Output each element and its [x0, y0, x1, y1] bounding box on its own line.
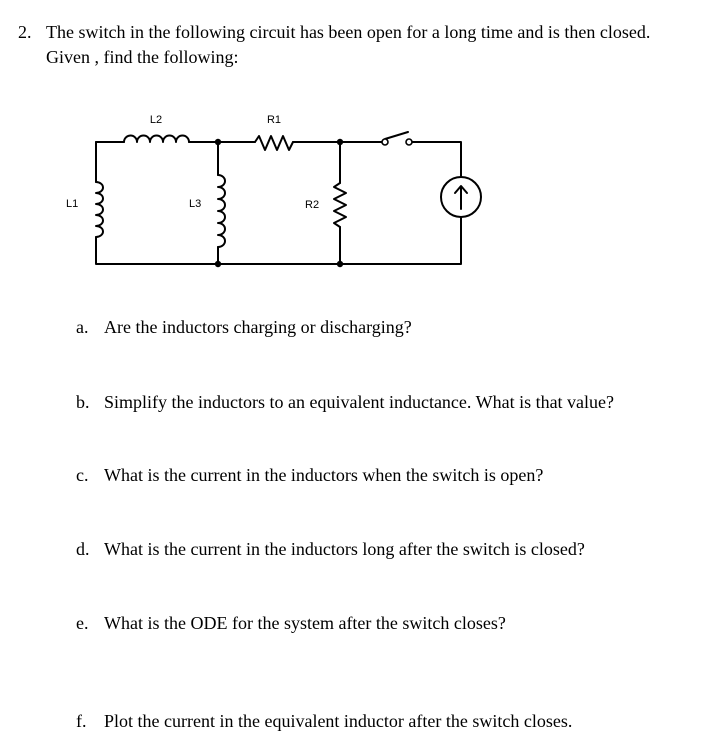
junction-top-r2 — [337, 139, 343, 145]
subquestion-a — [76, 316, 412, 338]
resistor-r1-zigzag — [255, 136, 293, 150]
question-number: 2. — [18, 22, 32, 42]
subquestion-f — [76, 710, 572, 732]
resistor-r2-zigzag — [334, 183, 346, 227]
wire-top-right — [412, 142, 461, 177]
label-l3: L3 — [189, 198, 202, 210]
subquestion-b-letter: b. — [76, 392, 90, 412]
subquestion-e-letter: e. — [76, 613, 89, 633]
inductor-l2-coil — [124, 136, 189, 142]
label-r2: R2 — [305, 199, 320, 211]
subquestion-e — [76, 612, 506, 634]
subquestion-d-letter: d. — [76, 539, 90, 559]
subquestion-d-text: What is the current in the inductors long after the switch is closed? — [104, 539, 585, 559]
subquestion-c-letter: c. — [76, 465, 89, 485]
label-r1: R1 — [266, 114, 282, 126]
question-text-line-2: Given , find the following: — [46, 47, 239, 67]
inductor-l3-coil — [218, 175, 225, 247]
question-text-line-1: The switch in the following circuit has been open for a long time and is then closed. — [46, 22, 651, 42]
subquestion-b — [76, 391, 614, 413]
subquestion-c — [76, 464, 543, 486]
junction-bottom-l3 — [215, 261, 221, 267]
wire-left-lower — [96, 217, 461, 264]
label-l1: L1 — [66, 198, 79, 210]
subquestion-b-text: Simplify the inductors to an equivalent inductance. What is that value? — [104, 392, 615, 412]
label-l2: L2 — [149, 114, 163, 126]
subquestion-c-text: What is the current in the inductors when the switch is open? — [104, 465, 544, 485]
subquestion-a-text: Are the inductors charging or discharging? — [104, 317, 412, 337]
switch-contact-right — [406, 139, 412, 145]
inductor-l1-coil — [96, 182, 103, 237]
junction-bottom-r2 — [337, 261, 343, 267]
subquestion-f-text: Plot the current in the equivalent inductor after the switch closes. — [104, 711, 573, 731]
switch-contact-left — [382, 139, 388, 145]
subquestion-f-letter: f. — [76, 711, 87, 731]
junction-top-l3 — [215, 139, 221, 145]
subquestion-d — [76, 538, 585, 560]
current-source-arrow — [455, 186, 467, 209]
switch-blade — [385, 132, 408, 139]
subquestion-e-text: What is the ODE for the system after the switch closes? — [104, 613, 506, 633]
subquestion-a-letter: a. — [76, 317, 89, 337]
